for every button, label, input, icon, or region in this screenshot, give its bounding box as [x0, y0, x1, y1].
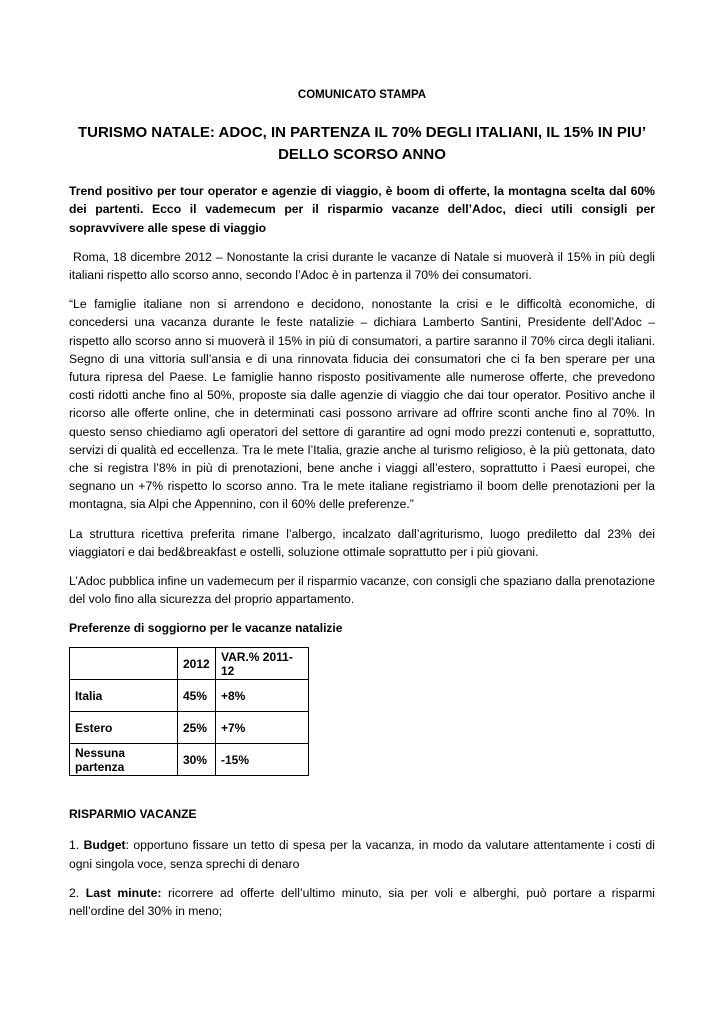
- table-cell: +7%: [216, 712, 309, 744]
- item-title: Budget: [83, 838, 126, 853]
- table-caption: Preferenze di soggiorno per le vacanze natalizie: [69, 621, 343, 636]
- table-header-row: [70, 648, 309, 680]
- table-cell: 30%: [178, 744, 216, 776]
- item-text: : opportuno fissare un tetto di spesa per la vacanza, in modo da valutare attentamente i costi di ogni singola voce, senza sprechi di denaro: [69, 838, 655, 871]
- item-number: 1.: [69, 838, 80, 853]
- headline-line-1: TURISMO NATALE: ADOC, IN PARTENZA IL 70% DEGLI ITALIANI, IL 15% IN PIU’: [77, 124, 647, 142]
- table-header-cell: 2012: [178, 648, 216, 680]
- table-cell: -15%: [216, 744, 309, 776]
- table-header-cell: VAR.% 2011-12: [216, 648, 309, 680]
- headline: [69, 122, 655, 166]
- table-cell: Nessuna partenza: [70, 744, 178, 776]
- savings-item-last-minute: [69, 884, 655, 920]
- accommodation-paragraph: La struttura ricettiva preferita rimane l’albergo, incalzato dall’agriturismo, luogo prediletto dal 23% dei viaggiatori e dai bed&breakfast e ostelli, soluzione ottimale soprattutto per i più giovani.: [69, 526, 655, 559]
- headline-line-2: DELLO SCORSO ANNO: [278, 146, 446, 164]
- table-row: [70, 712, 309, 744]
- table-row: [70, 744, 309, 776]
- press-release-label: COMUNICATO STAMPA: [297, 89, 427, 101]
- item-number: 2.: [69, 885, 80, 900]
- table-cell: 45%: [178, 680, 216, 712]
- table-header-cell: [70, 648, 178, 680]
- savings-heading: RISPARMIO VACANZE: [69, 807, 197, 822]
- table-row: [70, 680, 309, 712]
- table-cell: Estero: [70, 712, 178, 744]
- preferences-table: [69, 647, 309, 776]
- item-text: ricorrere ad offerte dell’ultimo minuto, sia per voli e alberghi, può portare a risparmi nell’ordine del 30% in meno;: [69, 885, 656, 919]
- dateline-paragraph: Roma, 18 dicembre 2012 – Nonostante la crisi durante le vacanze di Natale si muoverà il 15% in più degli italiani rispetto allo scorso anno, secondo l’Adoc è in partenza il 70% dei consumatori.: [69, 249, 659, 283]
- vademecum-paragraph: L’Adoc pubblica infine un vademecum per il risparmio vacanze, con consigli che spaziano dalla prenotazione del volo fino alla sicurezza del proprio appartamento.: [69, 574, 655, 607]
- press-release-page: [69, 86, 659, 920]
- table-cell: +8%: [216, 680, 309, 712]
- savings-item-budget: [69, 836, 655, 872]
- table-cell: 25%: [178, 712, 216, 744]
- table-cell: Italia: [70, 680, 178, 712]
- item-title: Last minute:: [85, 885, 162, 900]
- lead-paragraph: Trend positivo per tour operator e agenzie di viaggio, è boom di offerte, la montagna scelta dal 60% dei partenti. Ecco il vademecum per il risparmio vacanze dell’Adoc, dieci utili consigli per sopravvivere alle spese di viaggio: [69, 184, 655, 235]
- quote-paragraph: “Le famiglie italiane non si arrendono e decidono, nonostante la crisi e le difficoltà economiche, di concedersi una vacanza durante le feste natalizie – dichiara Lamberto Santini, Presidente dell’Adoc – rispetto allo scorso anno si muoverà il 15% in più di consumatori, a partire saranno il 70% circa degli italiani. Segno di una vittoria sull’ansia e di una rinnovata fiducia dei consumatori che ci fa ben sperare per una futura ripresa del Paese. Le famiglie hanno risposto positivamente alle numerose offerte, che prevedono costi ridotti anche fino al 50%, proposte sia dalle agenzie di viaggio che dai tour operator. Positivo anche il ricorso alle offerte online, che in determinati casi possono arrivare ad offrire sconti anche fino al 70%. In questo senso chiediamo agli operatori del settore di garantire ad ogni modo prezzi contenuti e, soprattutto, servizi di qualità ed eccellenza. Tra le mete l’Italia, grazie anche al turismo religioso, è la più gettonata, dato che si registra l’8% in più di prenotazioni, bene anche i viaggi all’estero, soprattutto i Paesi europei, che segnano un +7% rispetto lo scorso anno. Tra le mete italiane registriamo il boom delle prenotazioni per la montagna, sia Alpi che Appennino, con il 60% delle preferenze.”: [69, 297, 655, 512]
